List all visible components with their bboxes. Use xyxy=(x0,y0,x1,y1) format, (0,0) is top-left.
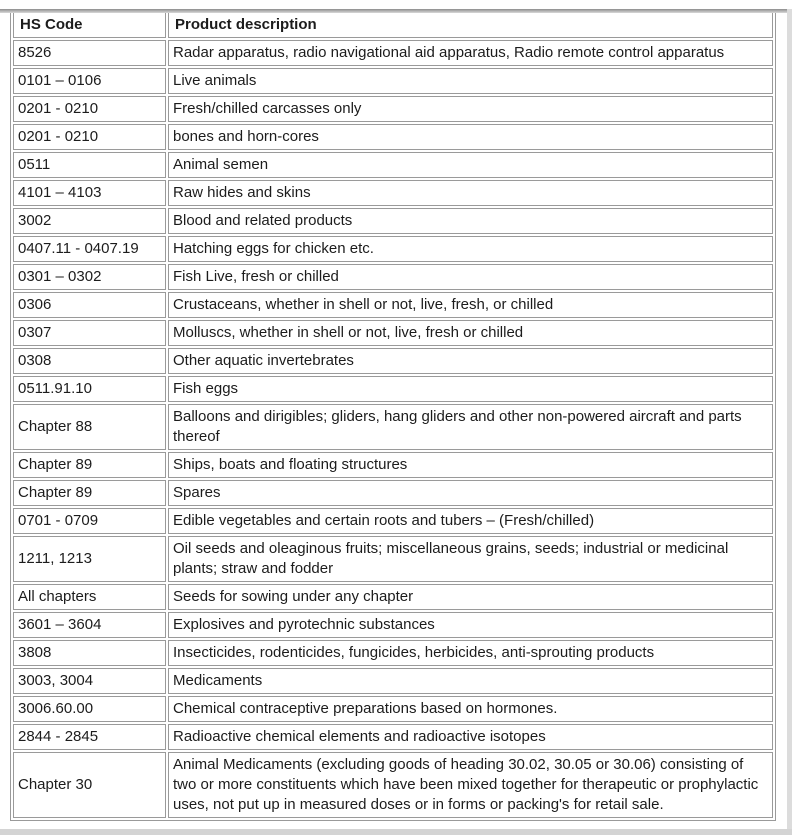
description-cell: Hatching eggs for chicken etc. xyxy=(168,236,773,262)
table-row xyxy=(13,612,773,638)
table-header xyxy=(13,12,773,38)
image-edge-artifact-right xyxy=(787,9,792,835)
hs-code-cell: 8526 xyxy=(13,40,166,66)
description-cell: Balloons and dirigibles; gliders, hang gliders and other non-powered aircraft and parts thereof xyxy=(168,404,773,450)
hs-code-cell: All chapters xyxy=(13,584,166,610)
table-row xyxy=(13,208,773,234)
table-row xyxy=(13,152,773,178)
table-row xyxy=(13,536,773,582)
hs-code-cell: Chapter 89 xyxy=(13,452,166,478)
hs-code-cell: 0511 xyxy=(13,152,166,178)
description-cell: Edible vegetables and certain roots and tubers – (Fresh/chilled) xyxy=(168,508,773,534)
hs-code-cell: Chapter 30 xyxy=(13,752,166,818)
hs-code-cell: 0511.91.10 xyxy=(13,376,166,402)
table-row xyxy=(13,404,773,450)
description-cell: Other aquatic invertebrates xyxy=(168,348,773,374)
table-row xyxy=(13,668,773,694)
table-row xyxy=(13,40,773,66)
description-cell: Raw hides and skins xyxy=(168,180,773,206)
description-cell: Crustaceans, whether in shell or not, live, fresh, or chilled xyxy=(168,292,773,318)
hs-code-cell: 3006.60.00 xyxy=(13,696,166,722)
description-column-header: Product description xyxy=(168,12,773,38)
table-row xyxy=(13,292,773,318)
hs-code-cell: 4101 – 4103 xyxy=(13,180,166,206)
header-row xyxy=(13,12,773,38)
table-row xyxy=(13,68,773,94)
table-row xyxy=(13,752,773,818)
hs-code-cell: 0307 xyxy=(13,320,166,346)
hs-code-cell: 2844 - 2845 xyxy=(13,724,166,750)
table-row xyxy=(13,584,773,610)
description-cell: Fish Live, fresh or chilled xyxy=(168,264,773,290)
table-row xyxy=(13,508,773,534)
hs-code-cell: 0301 – 0302 xyxy=(13,264,166,290)
hs-code-cell: 0201 - 0210 xyxy=(13,96,166,122)
table-row xyxy=(13,376,773,402)
hs-code-cell: Chapter 89 xyxy=(13,480,166,506)
description-cell: Blood and related products xyxy=(168,208,773,234)
hs-code-cell: 0407.11 - 0407.19 xyxy=(13,236,166,262)
table-row xyxy=(13,96,773,122)
hs-code-cell: 0306 xyxy=(13,292,166,318)
table-row xyxy=(13,348,773,374)
description-cell: Explosives and pyrotechnic substances xyxy=(168,612,773,638)
hs-code-cell: Chapter 88 xyxy=(13,404,166,450)
description-cell: Live animals xyxy=(168,68,773,94)
description-cell: Animal semen xyxy=(168,152,773,178)
hs-code-cell: 3002 xyxy=(13,208,166,234)
description-cell: Seeds for sowing under any chapter xyxy=(168,584,773,610)
description-cell: Radioactive chemical elements and radioactive isotopes xyxy=(168,724,773,750)
description-cell: Medicaments xyxy=(168,668,773,694)
hs-code-cell: 1211, 1213 xyxy=(13,536,166,582)
table-row xyxy=(13,640,773,666)
hs-code-cell: 3601 – 3604 xyxy=(13,612,166,638)
hs-code-cell: 0701 - 0709 xyxy=(13,508,166,534)
table-row xyxy=(13,180,773,206)
table-body xyxy=(13,40,773,818)
description-cell: Radar apparatus, radio navigational aid apparatus, Radio remote control apparatus xyxy=(168,40,773,66)
hs-code-table xyxy=(10,9,776,821)
hs-code-cell: 0308 xyxy=(13,348,166,374)
description-cell: Spares xyxy=(168,480,773,506)
hs-code-cell: 3808 xyxy=(13,640,166,666)
description-cell: bones and horn-cores xyxy=(168,124,773,150)
description-cell: Chemical contraceptive preparations based on hormones. xyxy=(168,696,773,722)
table-row xyxy=(13,320,773,346)
table-row xyxy=(13,124,773,150)
image-edge-artifact-bottom xyxy=(0,829,792,835)
description-cell: Ships, boats and floating structures xyxy=(168,452,773,478)
hs-code-cell: 0101 – 0106 xyxy=(13,68,166,94)
description-cell: Oil seeds and oleaginous fruits; miscellaneous grains, seeds; industrial or medicinal plants; straw and fodder xyxy=(168,536,773,582)
description-cell: Fish eggs xyxy=(168,376,773,402)
table-row xyxy=(13,696,773,722)
table-row xyxy=(13,236,773,262)
description-cell: Animal Medicaments (excluding goods of heading 30.02, 30.05 or 30.06) consisting of two or more constituents which have been mixed together for therapeutic or prophylactic uses, not put up in measured doses or in forms or packing's for retail sale. xyxy=(168,752,773,818)
description-cell: Fresh/chilled carcasses only xyxy=(168,96,773,122)
hs-code-cell: 0201 - 0210 xyxy=(13,124,166,150)
table-row xyxy=(13,452,773,478)
description-cell: Molluscs, whether in shell or not, live, fresh or chilled xyxy=(168,320,773,346)
image-edge-artifact-top xyxy=(0,9,792,13)
table-row xyxy=(13,724,773,750)
description-cell: Insecticides, rodenticides, fungicides, herbicides, anti-sprouting products xyxy=(168,640,773,666)
table-row xyxy=(13,480,773,506)
hs-code-column-header: HS Code xyxy=(13,12,166,38)
hs-code-cell: 3003, 3004 xyxy=(13,668,166,694)
table-row xyxy=(13,264,773,290)
